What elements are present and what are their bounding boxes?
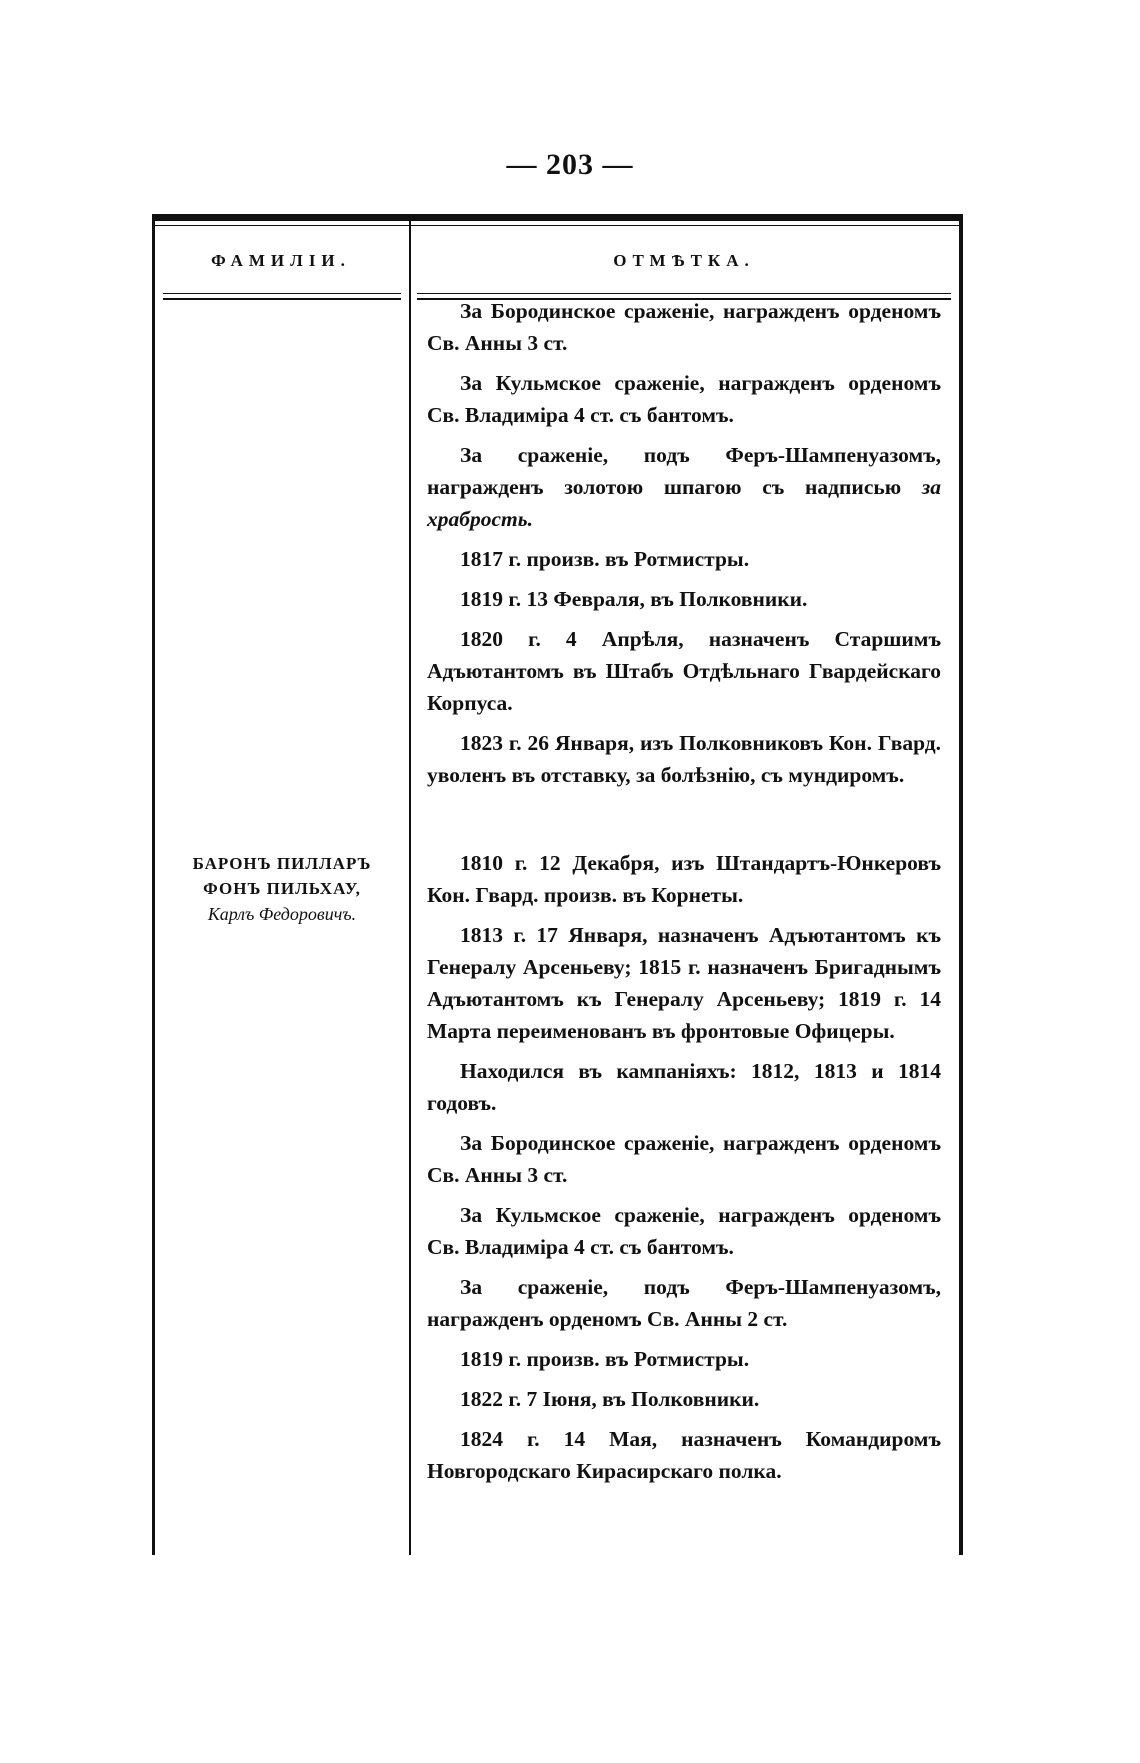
note-line: 1820 г. 4 Апрѣля, назначенъ Старшимъ Адъютантомъ въ Штабъ Отдѣльнаго Гвардейскаго Корпуса. bbox=[427, 627, 941, 715]
italic-phrase: за храбрость. bbox=[427, 475, 941, 531]
surname: БАРОНЪ ПИЛЛАРЪ ФОНЪ ПИЛЬХАУ, bbox=[192, 854, 372, 898]
entry-1-notes bbox=[427, 295, 941, 799]
note-line: 1819 г. произв. въ Ротмистры. bbox=[460, 1347, 750, 1371]
note-line: 1823 г. 26 Января, изъ Полковниковъ Кон. Гвард. уволенъ въ отставку, за болѣзнію, съ мундиромъ. bbox=[427, 731, 941, 787]
note-line: 1813 г. 17 Января, назначенъ Адъютантомъ къ Генералу Арсеньеву; 1815 г. назначенъ Бригаднымъ Адъютантомъ къ Генералу Арсеньеву; 1819 г. 14 Марта переименованъ въ фронтовые Офицеры. bbox=[427, 923, 941, 1043]
note-line: За сраженіе, подъ Феръ-Шампенуазомъ, награжденъ орденомъ Св. Анны 2 ст. bbox=[427, 1275, 941, 1331]
note-line: Находился въ кампаніяхъ: 1812, 1813 и 1814 годовъ. bbox=[427, 1059, 941, 1115]
entry-2-notes bbox=[427, 847, 941, 1495]
column-divider bbox=[409, 221, 411, 1555]
note-text: За сраженіе, подъ Феръ-Шампенуазомъ, награжденъ золотою шпагою съ надписью bbox=[427, 443, 941, 499]
note-line: За Кульмское сраженіе, награжденъ орденомъ Св. Владиміра 4 ст. съ бантомъ. bbox=[427, 1203, 941, 1259]
records-table bbox=[152, 214, 963, 1555]
given-name: Карлъ Федоровичъ. bbox=[207, 904, 357, 924]
note-line: 1822 г. 7 Іюня, въ Полковники. bbox=[460, 1387, 760, 1411]
header-notes: ОТМѢТКА. bbox=[613, 251, 755, 270]
header-rule-left bbox=[163, 293, 401, 300]
note-line: За Бородинское сраженіе, награжденъ орденомъ Св. Анны 3 ст. bbox=[427, 299, 941, 355]
note-line: 1819 г. 13 Февраля, въ Полковники. bbox=[460, 587, 808, 611]
entry-2-name bbox=[155, 851, 409, 927]
note-line: За Кульмское сраженіе, награжденъ орденомъ Св. Владиміра 4 ст. съ бантомъ. bbox=[427, 371, 941, 427]
note-line: За Бородинское сраженіе, награжденъ орденомъ Св. Анны 3 ст. bbox=[427, 1131, 941, 1187]
note-line bbox=[427, 439, 941, 535]
note-line: 1810 г. 12 Декабря, изъ Штандартъ-Юнкеровъ Кон. Гвард. произв. въ Корнеты. bbox=[427, 851, 941, 907]
header-surnames: ФАМИЛІИ. bbox=[211, 251, 351, 270]
note-line: 1817 г. произв. въ Ротмистры. bbox=[460, 547, 750, 571]
page-number: — 203 — bbox=[506, 148, 634, 181]
note-line: 1824 г. 14 Мая, назначенъ Командиромъ Новгородскаго Кирасирскаго полка. bbox=[427, 1427, 941, 1483]
